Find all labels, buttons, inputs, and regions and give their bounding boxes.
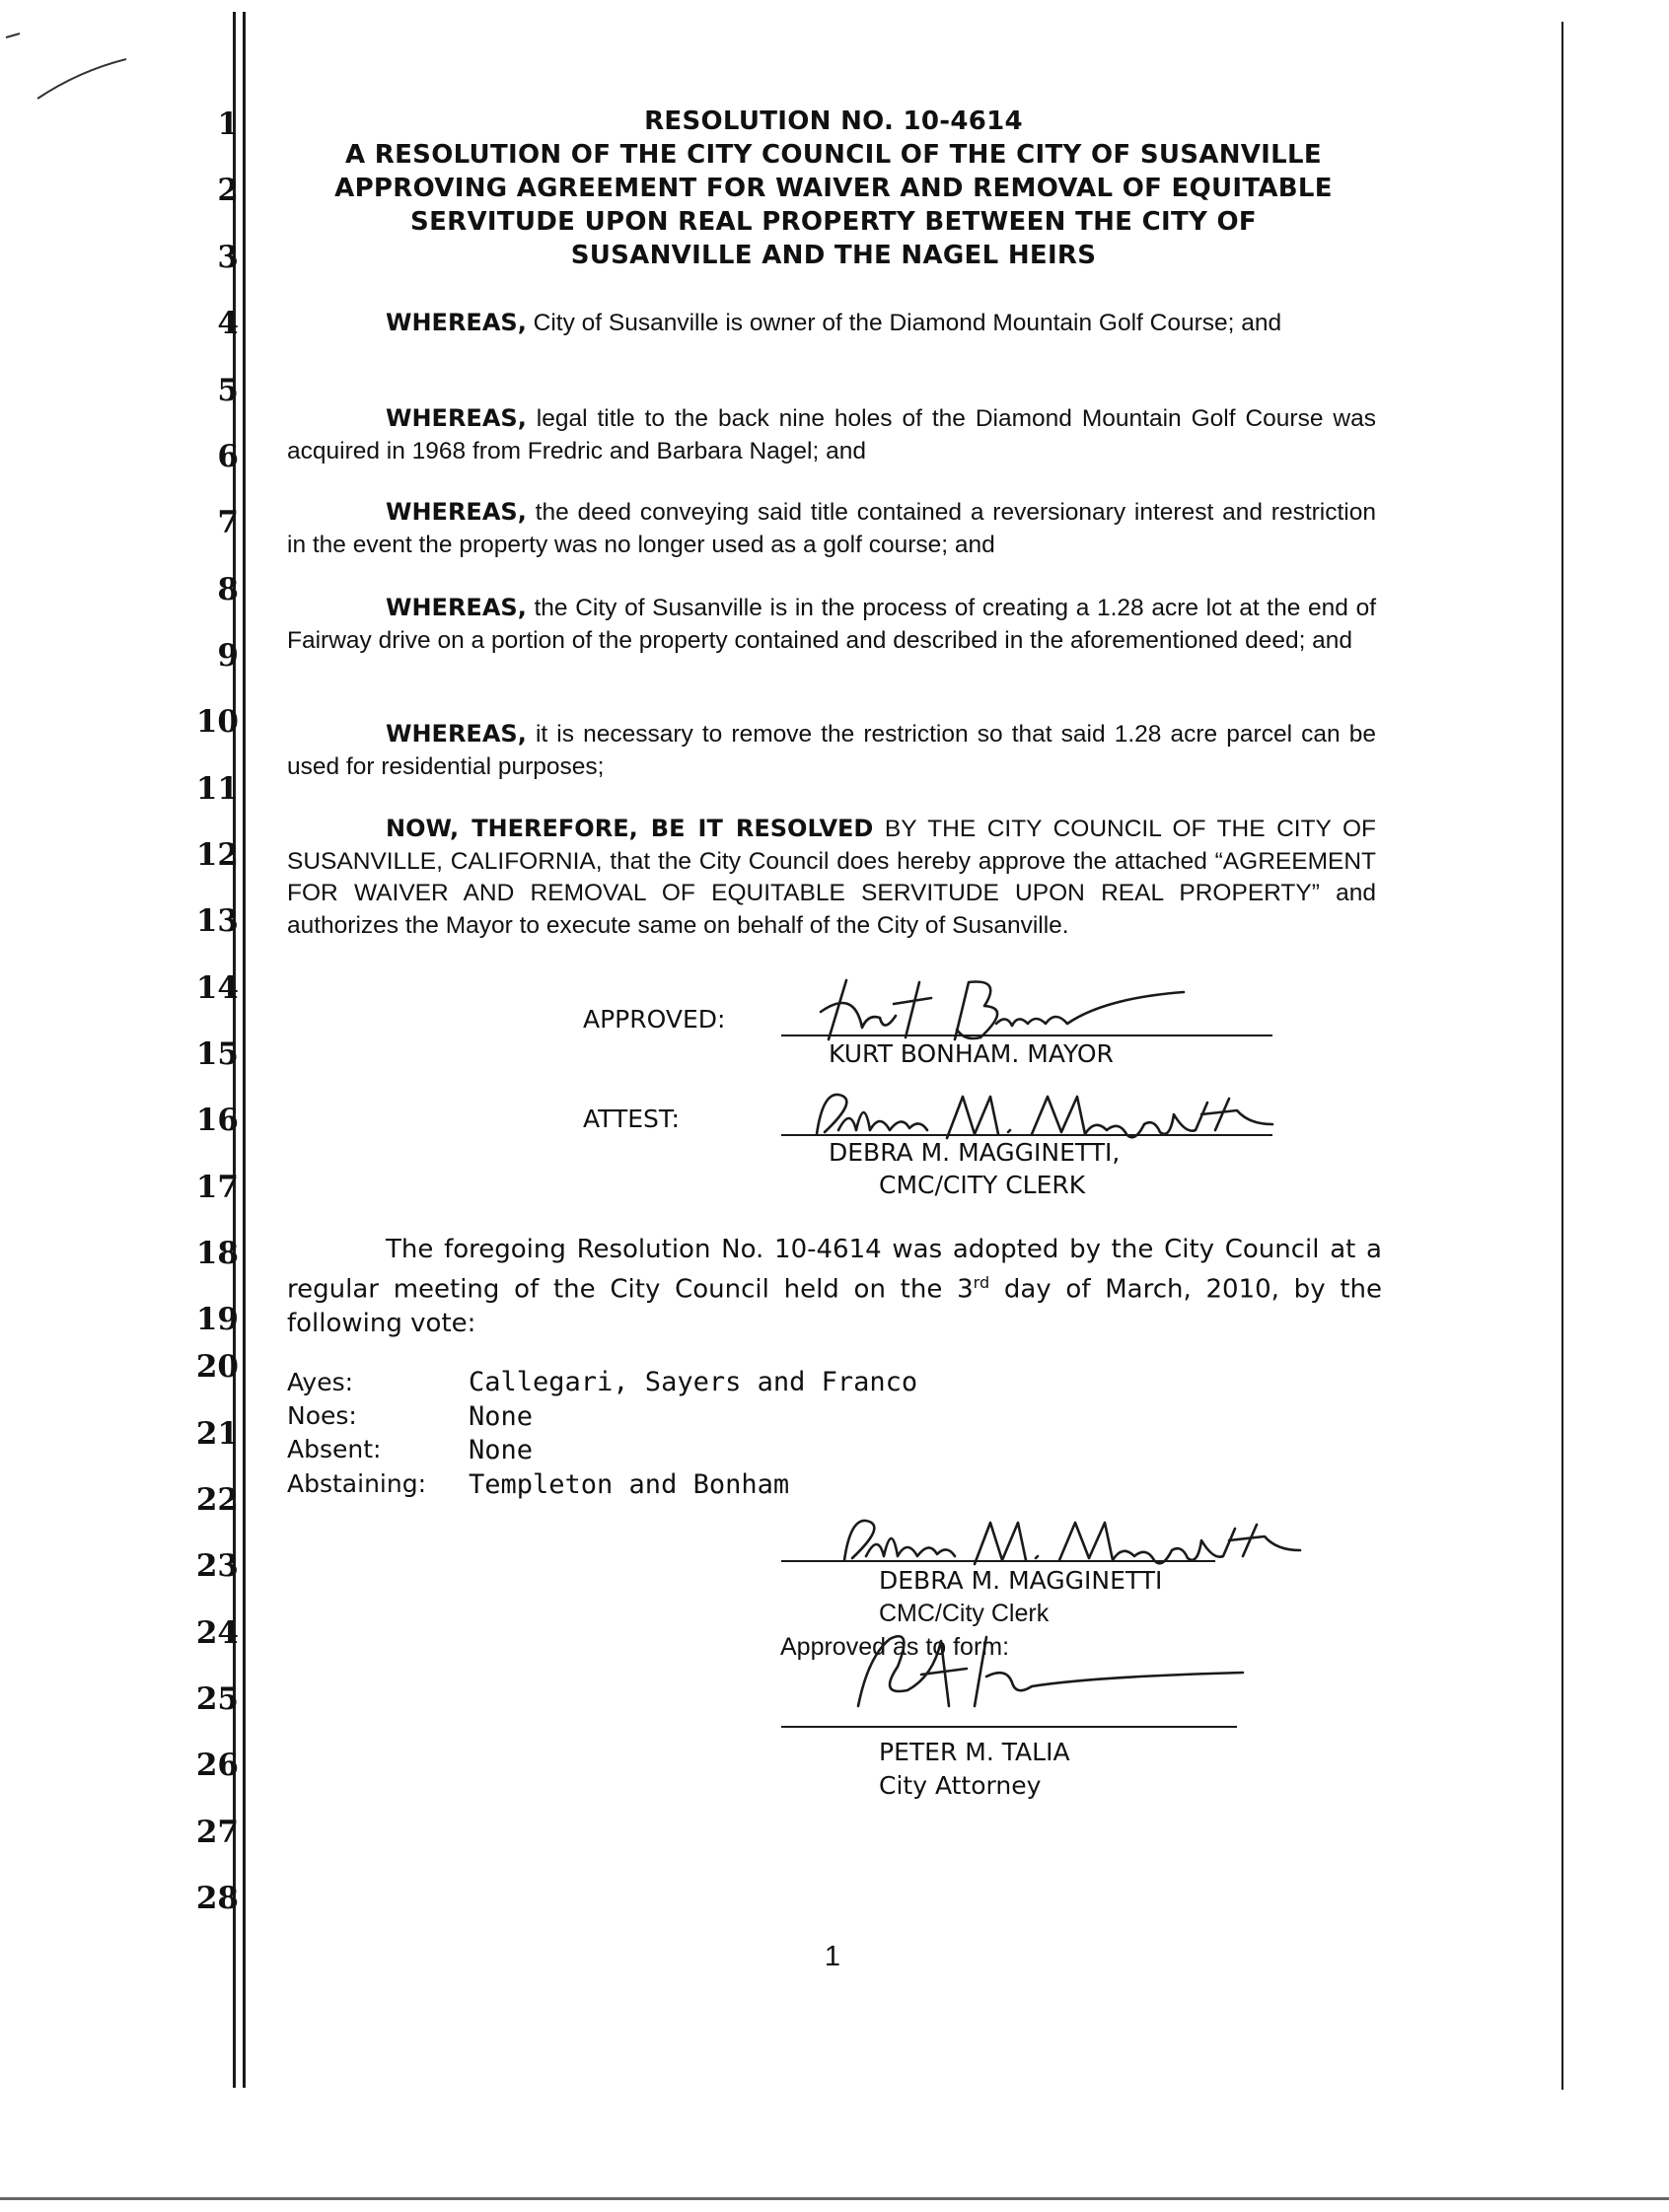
clerk-signature-line-2 xyxy=(781,1560,1215,1562)
paragraph-text: the City of Susanville is in the process of creating a 1.28 acre lot at the end of Fairway drive on a portion of the property contained and described in the aforementioned deed; and xyxy=(287,595,1377,654)
paragraph-lead: WHEREAS, xyxy=(386,720,527,748)
whereas-paragraph xyxy=(287,718,1376,783)
vote-value-ayes: Callegari, Sayers and Franco xyxy=(469,1367,918,1397)
adoption-statement-text: The foregoing Resolution No. 10-4614 was adopted by the City Council at a regular meeting of the City Council held on the 3 xyxy=(287,1235,1382,1305)
line-number: 4 xyxy=(217,306,239,341)
line-number: 15 xyxy=(195,1036,239,1072)
resolution-title-line: A RESOLUTION OF THE CITY COUNCIL OF THE CITY OF SUSANVILLE xyxy=(345,140,1322,170)
line-number: 3 xyxy=(217,240,239,275)
line-number: 14 xyxy=(195,970,239,1006)
bottom-edge xyxy=(0,2197,1669,2200)
paragraph-lead: NOW, THEREFORE, BE IT RESOLVED xyxy=(386,815,874,842)
whereas-paragraph xyxy=(287,592,1376,657)
resolution-title-line: SUSANVILLE AND THE NAGEL HEIRS xyxy=(570,241,1097,270)
attorney-signature xyxy=(838,1617,1263,1726)
scan-corner-mark xyxy=(0,0,138,108)
line-number: 16 xyxy=(195,1103,239,1138)
vote-label-ayes: Ayes: xyxy=(287,1368,354,1396)
paragraph-text: BY THE CITY COUNCIL OF THE CITY OF SUSANVILLE, CALIFORNIA, that the City Council does hereby approve the attached “AGREEMENT FOR WAIVER AND REMOVAL OF EQUITABLE SERVITUDE UPON REAL PROPERTY” and authorizes the Mayor to execute same on behalf of the City of Susanville. xyxy=(287,816,1376,939)
paragraph-text: City of Susanville is owner of the Diamond Mountain Golf Course; and xyxy=(533,310,1282,336)
vote-label-noes: Noes: xyxy=(287,1401,357,1430)
paragraph-lead: WHEREAS, xyxy=(386,498,527,526)
line-number: 13 xyxy=(195,903,239,939)
line-number: 10 xyxy=(195,704,239,740)
attorney-name: PETER M. TALIA xyxy=(879,1738,1070,1766)
paragraph-lead: WHEREAS, xyxy=(386,404,527,432)
line-number: 21 xyxy=(195,1416,239,1452)
line-number: 23 xyxy=(195,1548,239,1584)
right-margin-rule xyxy=(1561,22,1563,2090)
resolution-number: RESOLUTION NO. 10-4614 xyxy=(644,107,1023,136)
resolution-title-line: SERVITUDE UPON REAL PROPERTY BETWEEN THE CITY OF xyxy=(410,207,1257,237)
attest-label: ATTEST: xyxy=(583,1105,680,1133)
vote-value-absent: None xyxy=(469,1435,534,1465)
line-number: 6 xyxy=(217,439,239,474)
line-number: 1 xyxy=(217,107,239,142)
attorney-title: City Attorney xyxy=(879,1771,1042,1800)
whereas-paragraph xyxy=(287,496,1376,561)
mayor-signature-line xyxy=(781,1035,1272,1036)
closing-clerk-name: DEBRA M. MAGGINETTI xyxy=(879,1566,1163,1595)
line-number: 26 xyxy=(195,1748,239,1783)
line-number: 24 xyxy=(195,1615,239,1651)
line-number: 2 xyxy=(217,173,239,208)
whereas-paragraph xyxy=(287,307,1376,340)
resolved-paragraph xyxy=(287,813,1376,942)
vote-value-noes: None xyxy=(469,1401,534,1432)
paragraph-text: it is necessary to remove the restriction so that said 1.28 acre parcel can be used for residential purposes; xyxy=(287,721,1377,780)
line-number: 25 xyxy=(195,1681,239,1717)
line-number: 17 xyxy=(195,1170,239,1205)
paragraph-lead: WHEREAS, xyxy=(386,594,527,621)
adoption-statement-text-end: day of March, 2010, by the following vote: xyxy=(287,1274,1382,1338)
resolution-title-line: APPROVING AGREEMENT FOR WAIVER AND REMOVAL OF EQUITABLE xyxy=(334,174,1333,203)
approved-as-to-form: Approved as to form: xyxy=(780,1633,1010,1661)
line-number: 5 xyxy=(217,373,239,408)
line-number: 28 xyxy=(195,1881,239,1916)
whereas-paragraph xyxy=(287,402,1376,467)
line-number: 11 xyxy=(195,771,239,807)
line-number: 12 xyxy=(195,837,239,873)
line-number: 27 xyxy=(195,1815,239,1850)
approved-label: APPROVED: xyxy=(583,1005,726,1034)
line-number: 18 xyxy=(195,1236,239,1271)
paragraph-text: legal title to the back nine holes of the Diamond Mountain Golf Course was acquired in 1968 from Fredric and Barbara Nagel; and xyxy=(287,405,1376,464)
line-number: 19 xyxy=(195,1302,239,1337)
left-margin-rule-inner xyxy=(243,12,246,2088)
paragraph-lead: WHEREAS, xyxy=(386,309,527,336)
vote-value-abstaining: Templeton and Bonham xyxy=(469,1469,790,1500)
clerk-name: DEBRA M. MAGGINETTI, xyxy=(829,1138,1121,1167)
mayor-name: KURT BONHAM. MAYOR xyxy=(829,1039,1114,1068)
attorney-signature-line xyxy=(781,1726,1237,1728)
clerk-title: CMC/CITY CLERK xyxy=(879,1171,1086,1199)
line-number: 9 xyxy=(217,638,239,674)
closing-clerk-title: CMC/City Clerk xyxy=(879,1600,1050,1627)
line-number: 20 xyxy=(195,1349,239,1385)
ordinal-suffix: rd xyxy=(973,1273,990,1292)
vote-label-absent: Absent: xyxy=(287,1435,382,1463)
adoption-statement xyxy=(287,1233,1382,1340)
line-number: 22 xyxy=(195,1482,239,1518)
paragraph-text: the deed conveying said title contained a reversionary interest and restriction in the event the property was no longer used as a golf course; and xyxy=(287,499,1376,558)
line-number: 7 xyxy=(217,505,239,540)
line-number: 8 xyxy=(217,572,239,607)
page-number: 1 xyxy=(824,1941,841,1972)
vote-label-abstaining: Abstaining: xyxy=(287,1469,426,1498)
